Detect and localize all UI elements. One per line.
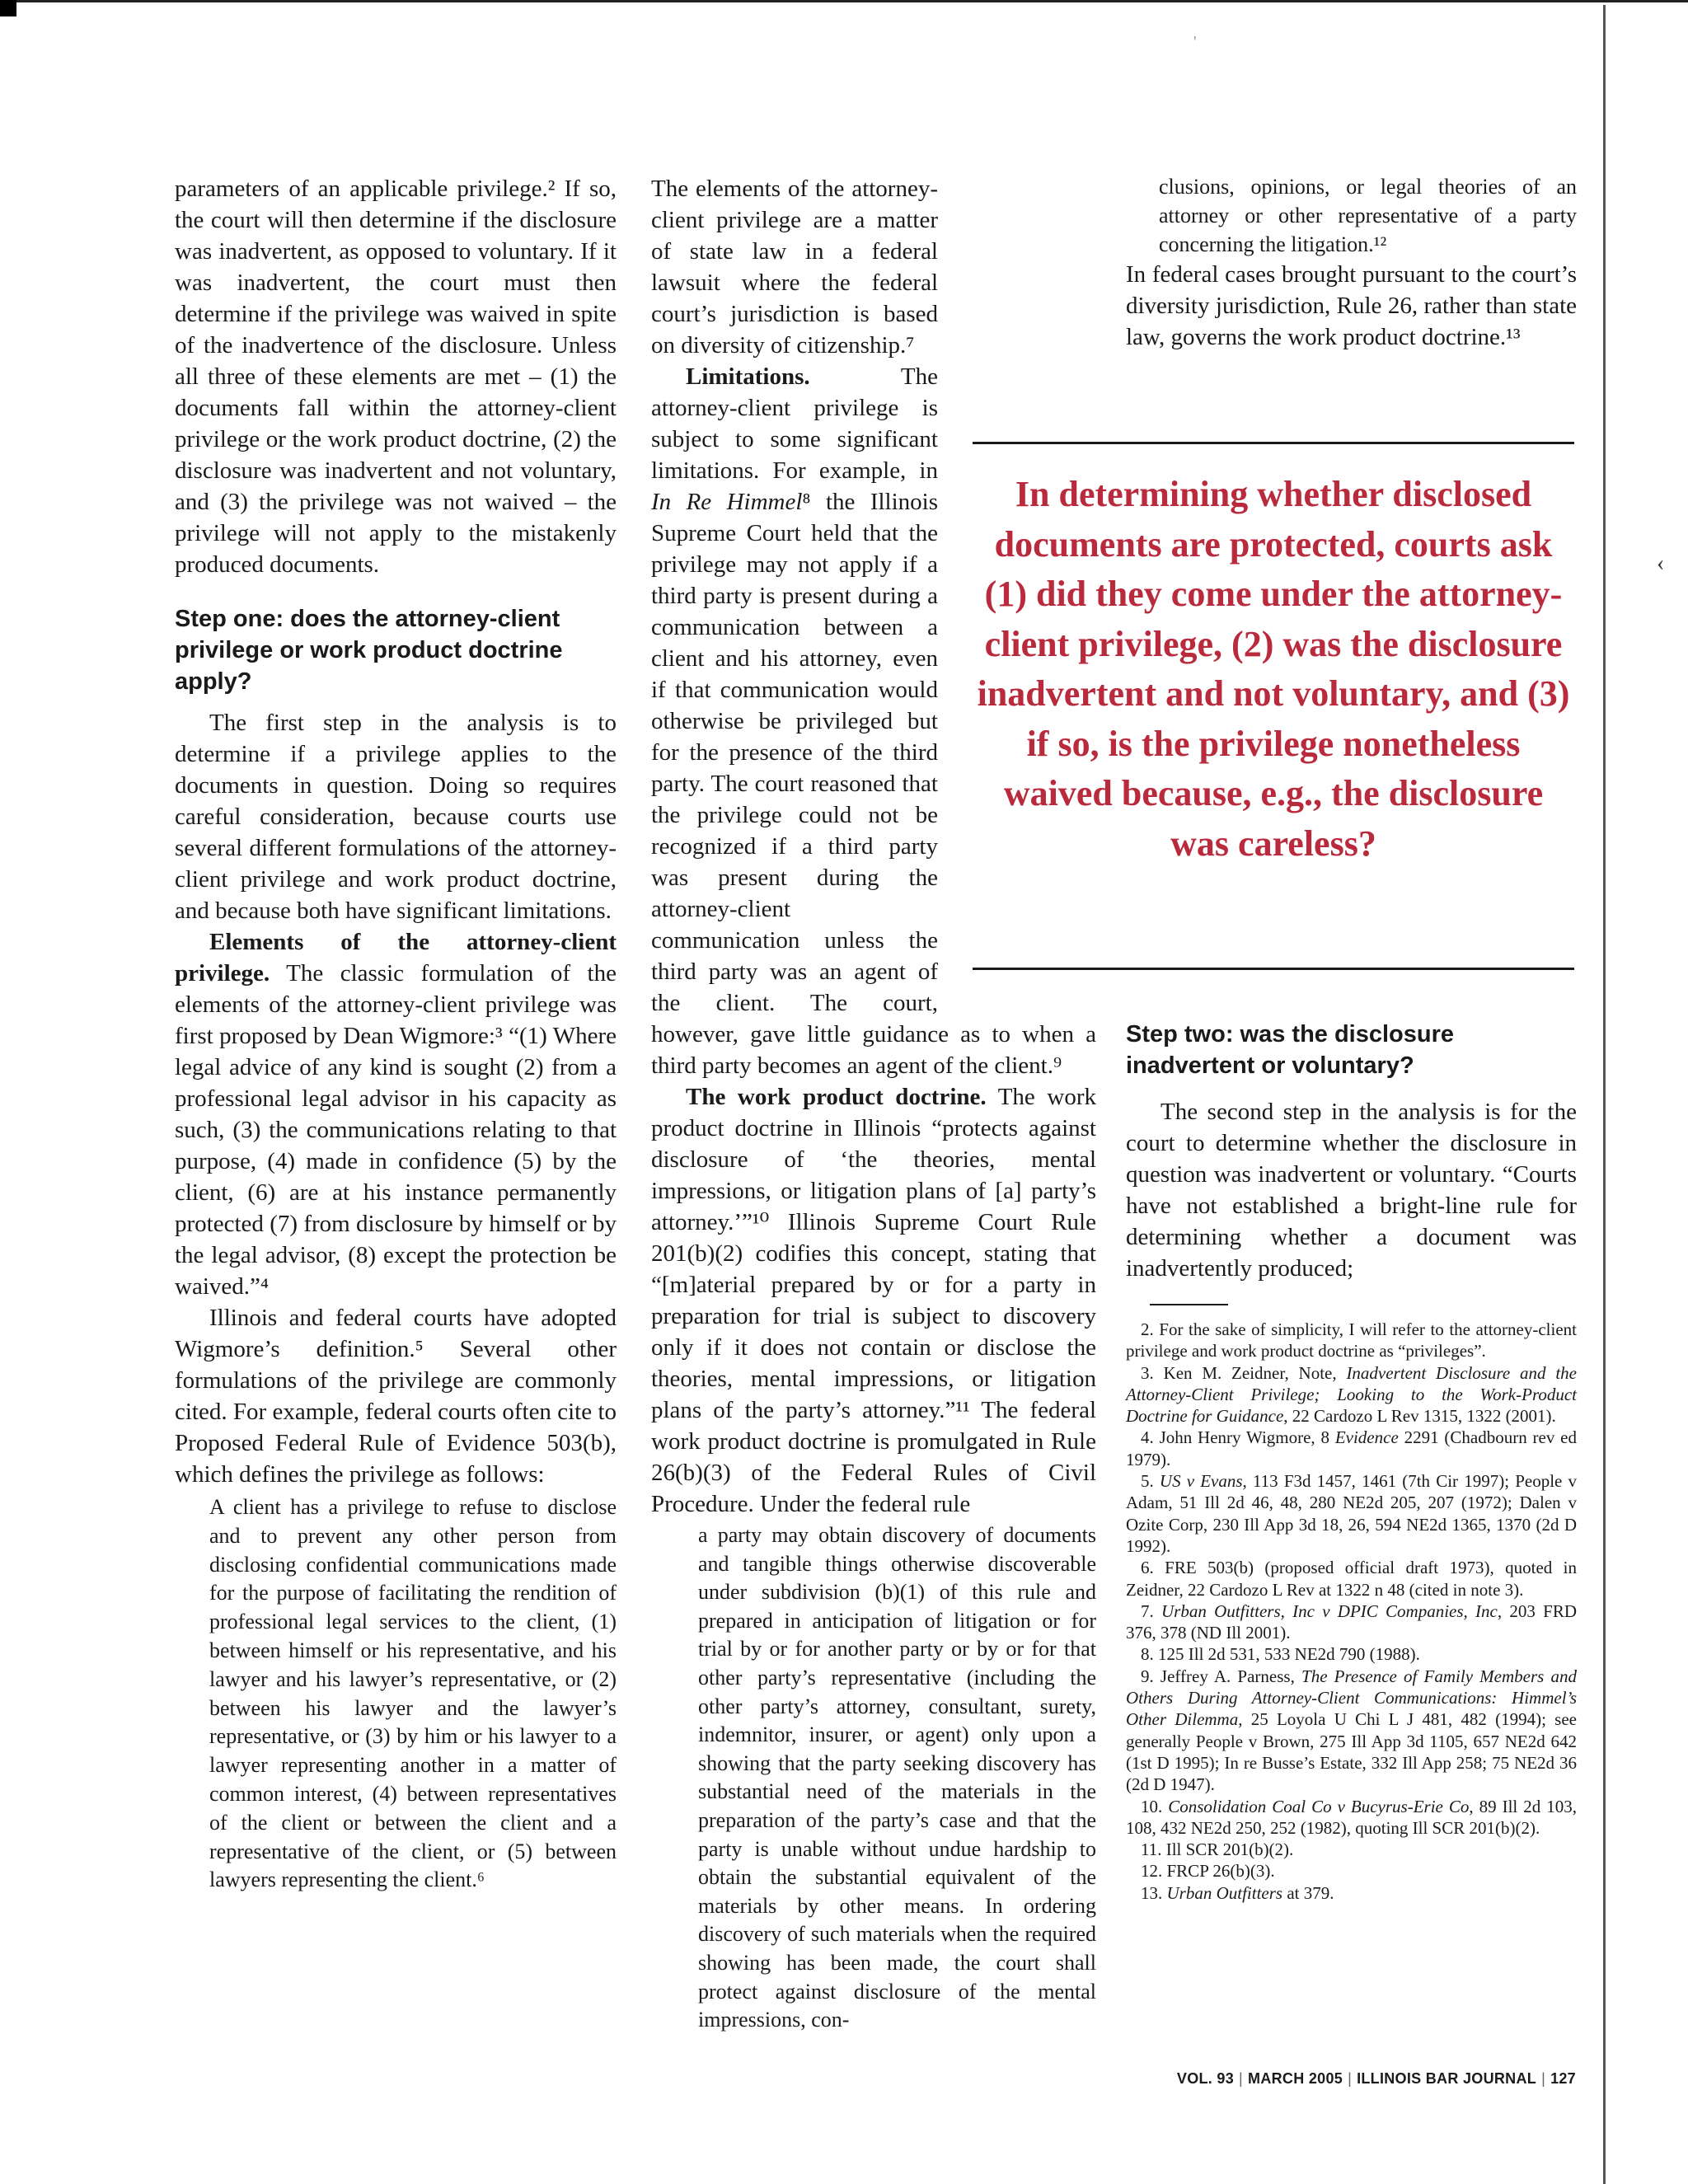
footnote: 2. For the sake of simplicity, I will refer to the attorney-client privilege and work product doctrine as “privileges”.: [1126, 1319, 1577, 1361]
limitations-text-b: ⁸ the Illinois Supreme Court held that the privilege may not apply if a third party is present during a communication between a client and his attorney, even if that communication would otherwise be privileged but for the presence of the third party. The court reasoned that the privilege could not be recognized if a third party was present during the attorney-client communication unless the third party was an agent of the client. The court, however, gave little guidance as to when a third party becomes an agent of the client.⁹: [651, 489, 1096, 1079]
footnote: 3. Ken M. Zeidner, Note, Inadvertent Disclosure and the Attorney-Client Privilege; Looking to the Work-Product Doctrine for Guidance, 22 Cardozo L Rev 1315, 1322 (2001).: [1126, 1362, 1577, 1427]
folio-page-number: 127: [1550, 2070, 1576, 2087]
elements-paragraph: [175, 926, 617, 1302]
pull-quote-top-rule: [973, 442, 1574, 444]
footnotes: [1126, 1319, 1577, 1904]
second-step-paragraph: The second step in the analysis is for the court to determine whether the disclosure in question was inadvertent or voluntary. “Courts have not established a bright-line rule for determining whether a document was inadvertently produced;: [1126, 1099, 1577, 1282]
first-step-paragraph: The first step in the analysis is to determine if a privilege applies to the documents in question. Doing so requires careful consideration, because courts use several different formulations of the attorney-client privilege and work product doctrine, and because both have significant limitations.: [175, 710, 617, 924]
footnote: 5. US v Evans, 113 F3d 1457, 1461 (7th Cir 1997); People v Adam, 51 Ill 2d 46, 48, 280 NE2d 205, 207 (1972); Dalen v Ozite Corp, 230 Ill App 3d 18, 26, 594 NE2d 1365, 1370 (2d D 1992).: [1126, 1471, 1578, 1556]
right-column-top: [1126, 173, 1577, 353]
footnote: 9. Jeffrey A. Parness, The Presence of Family Members and Others During Attorney-Client Communications: Himmel’s Other Dilemma, 25 Loyola U Chi L J 481, 482 (1994); see generally People v Brown, 275 Ill App 3d 1105, 657 NE2d 642 (1st D 1995); In re Busse’s Estate, 332 Ill App 258; 75 NE2d 36 (2d D 1947).: [1126, 1666, 1577, 1795]
footnote: 7. Urban Outfitters, Inc v DPIC Companies, Inc, 203 FRD 376, 378 (ND Ill 2001).: [1126, 1601, 1577, 1643]
limitations-text-a: The attorney-client privilege is subject to some significant limitations. For example, in: [651, 363, 938, 484]
step-two-heading: Step two: was the disclosure inadvertent or voluntary?: [1126, 1021, 1455, 1079]
work-product-paragraph: [651, 1081, 1096, 1520]
footnote: 10. Consolidation Coal Co v Bucyrus-Erie Co, 89 Ill 2d 103, 108, 432 NE2d 250, 252 (1982), quoting Ill SCR 201(b)(2).: [1126, 1796, 1578, 1838]
rule-26-block-quote: a party may obtain discovery of documents and tangible things otherwise discoverable under subdivision (b)(1) of this rule and prepared in anticipation of litigation or for trial by or for another party or by or for that other party’s representative (including the other party’s attorney, consultant, surety, indemnitor, insurer, or agent) only upon a showing that the party seeking discovery has substantial need of the materials in the preparation of the party’s case and that the party is unable without undue hardship to obtain the substantial equivalent of the materials by other means. In ordering discovery of such materials when the required showing has been made, the court shall protect against disclosure of the mental impressions, con-: [698, 1523, 1096, 2032]
scan-corner-mark: [0, 0, 16, 16]
left-column: [175, 173, 617, 1895]
work-product-runin-head: The work product doctrine.: [686, 1084, 987, 1110]
footnote: 13. Urban Outfitters at 379.: [1141, 1882, 1334, 1903]
himmel-case-name: In Re Himmel: [651, 489, 803, 515]
footnote: 12. FRCP 26(b)(3).: [1141, 1861, 1275, 1882]
footnote: 11. Ill SCR 201(b)(2).: [1141, 1840, 1294, 1860]
federal-cases-paragraph: In federal cases brought pursuant to the court’s diversity jurisdiction, Rule 26, rather than state law, governs the work product doctrine.¹³: [1126, 261, 1577, 351]
pull-quote: In determining whether disclosed documents are protected, courts ask (1) did they come under the attorney-client privilege, (2) was the disclosure inadvertent and not voluntary, and (3) if so, is the privilege nonetheless waived because, e.g., the disclosure was careless?: [977, 474, 1570, 864]
top-speck-mark: ': [1193, 33, 1197, 51]
middle-column: [651, 173, 1096, 2035]
folio-journal: ILLINOIS BAR JOURNAL: [1357, 2070, 1537, 2087]
elements-runin-head: Elements of the attorney-client privilege.: [175, 929, 617, 987]
illinois-federal-paragraph: Illinois and federal courts have adopted Wigmore’s definition.⁵ Several other formulations of the privilege are commonly cited. For example, federal courts often cite to Proposed Federal Rule of Evidence 503(b), which defines the privilege as follows:: [175, 1305, 617, 1488]
left-intro-paragraph: parameters of an applicable privilege.² If so, the court will then determine if the disclosure was inadvertent, as opposed to voluntary. If it was inadvertent, the court must then determine if the privilege was waived in spite of the inadvertence of the disclosure. Unless all three of these elements are met – (1) the documents fall within the attorney-client privilege or the work product doctrine, (2) the disclosure was inadvertent and not voluntary, and (3) the privilege was not waived – the privilege will not apply to the mistakenly produced documents.: [175, 176, 617, 578]
elements-text: The classic formulation of the elements of the attorney-client privilege was first proposed by Dean Wigmore:³ “(1) Where legal advice of any kind is sought (2) from a professional legal advisor in his capacity as such, (3) the communications relating to that purpose, (4) made in confidence (5) by the client, (6) are at his instance permanently protected (7) from disclosure by himself or by the legal advisor, (8) except the protection be waived.”⁴: [175, 960, 617, 1300]
footnote-separator: [1150, 1304, 1228, 1305]
rule-26-quote-continued: clusions, opinions, or legal theories of an attorney or other representative of a party concerning the litigation.¹²: [1159, 175, 1577, 256]
step-one-heading: Step one: does the attorney-client privilege or work product doctrine apply?: [175, 606, 563, 695]
footnote: 8. 125 Ill 2d 531, 533 NE2d 790 (1988).: [1141, 1644, 1420, 1665]
footnote: 4. John Henry Wigmore, 8 Evidence 2291 (Chadbourn rev ed 1979).: [1126, 1427, 1577, 1469]
folio-date: MARCH 2005: [1248, 2070, 1343, 2087]
folio-volume: VOL. 93: [1176, 2070, 1235, 2087]
limitations-runin-head: Limitations.: [686, 363, 810, 390]
page-top-rule: [0, 0, 1688, 2]
elements-state-law-paragraph: The elements of the attorney-client privilege are a matter of state law in a federal lawsuit where the federal court’s jurisdiction is based on diversity of citizenship.⁷: [651, 176, 938, 359]
right-column-bottom: [1126, 1019, 1577, 1284]
pull-quote-bottom-rule: [973, 968, 1574, 970]
page-right-edge-rule: [1603, 5, 1606, 2184]
footnote: 6. FRE 503(b) (proposed official draft 1973), quoted in Zeidner, 22 Cardozo L Rev at 1322 n 48 (cited in note 3).: [1126, 1558, 1577, 1600]
fre-503-block-quote: A client has a privilege to refuse to disclose and to prevent any other person from disclosing confidential communications made for the purpose of facilitating the rendition of professional legal services to the client, (1) between himself or his representative, and his lawyer and his lawyer’s representative, or (2) between his lawyer and the lawyer’s representative, or (3) by him or his lawyer to a lawyer representing another in a matter of common interest, (4) between representatives of the client or between the client and a representative of the client, or (5) between lawyers representing the client.⁶: [209, 1495, 617, 1892]
work-product-text: The work product doctrine in Illinois “protects against disclosure of ‘the theories, mental impressions, or litigation plans of [a] party’s attorney.’”¹⁰ Illinois Supreme Court Rule 201(b)(2) codifies this concept, stating that “[m]aterial prepared by or for a party in preparation for trial is subject to discovery only if it does not contain or disclose the theories, mental impressions, or litigation plans of the party’s attorney.”¹¹ The federal work product doctrine is promulgated in Rule 26(b)(3) of the Federal Rules of Civil Procedure. Under the federal rule: [651, 1084, 1096, 1517]
margin-mark: ‹: [1657, 551, 1665, 576]
page-folio: VOL. 93 | MARCH 2005 | ILLINOIS BAR JOURNAL | 127: [1176, 2070, 1576, 2087]
